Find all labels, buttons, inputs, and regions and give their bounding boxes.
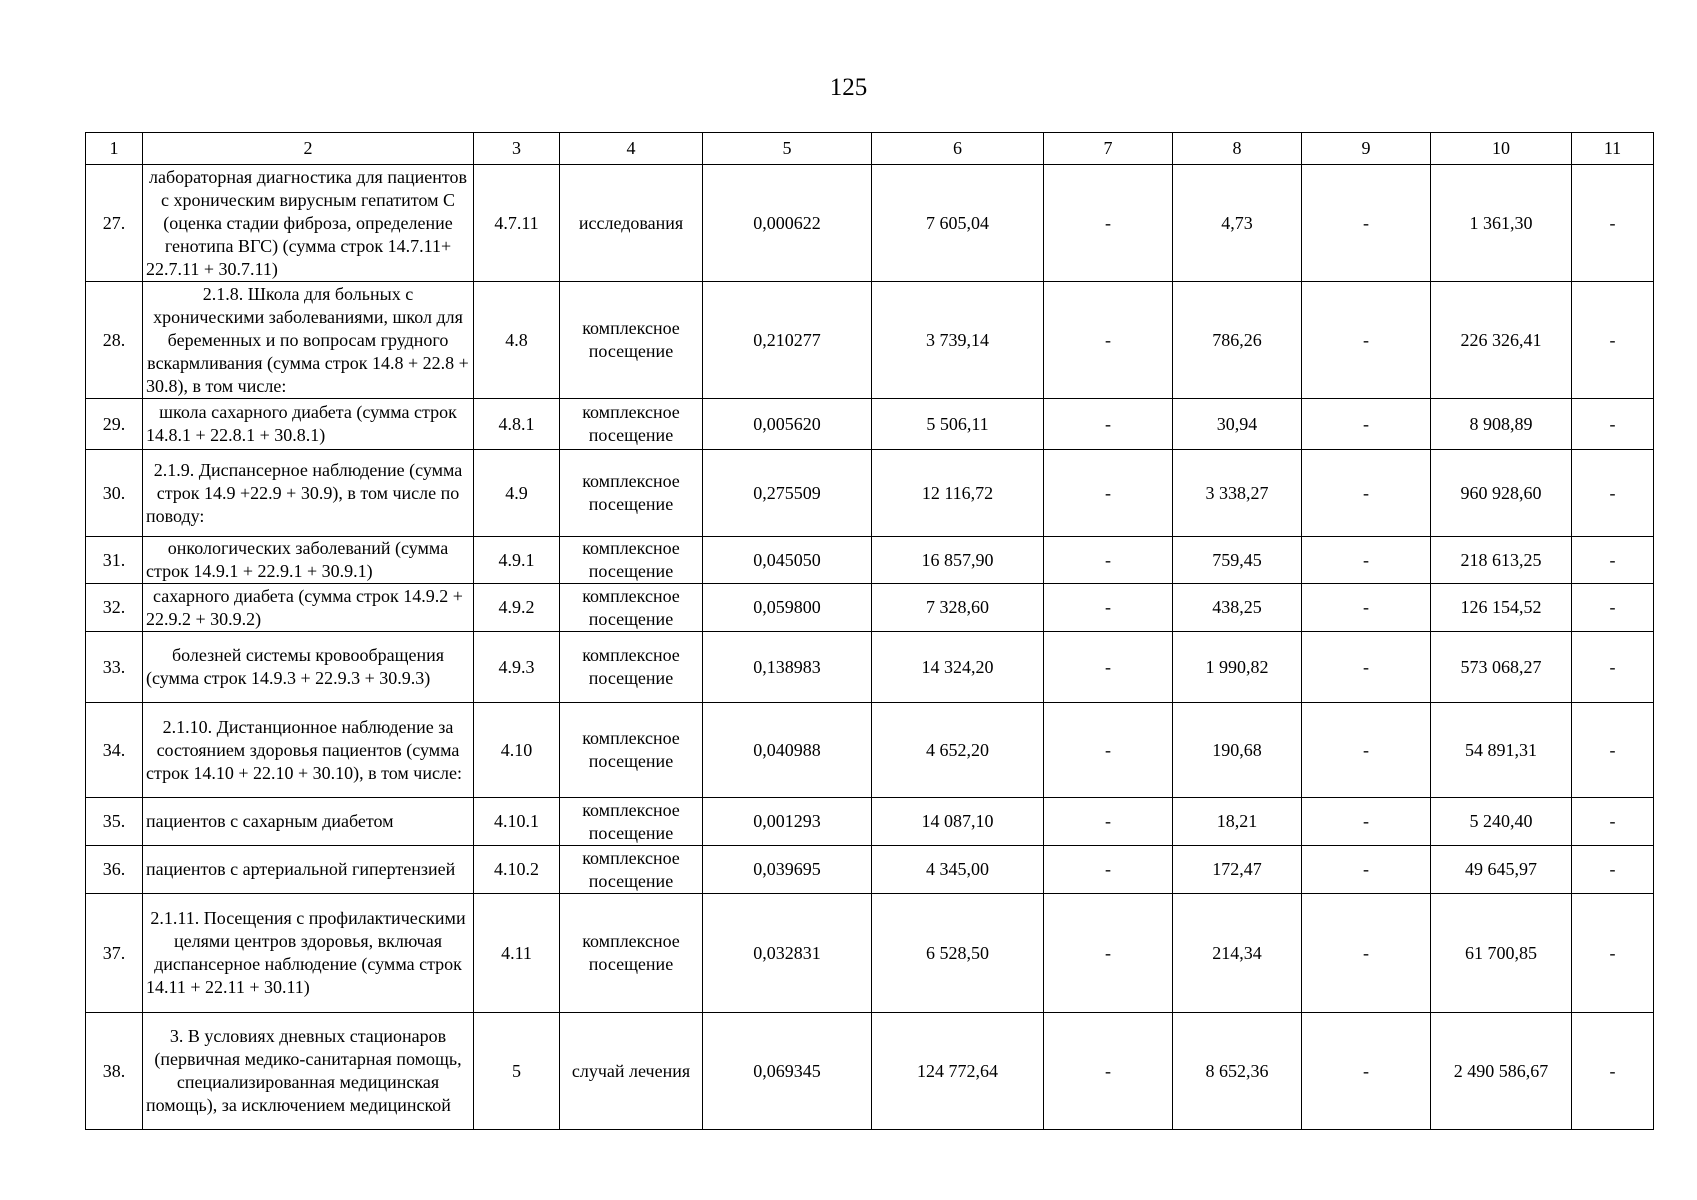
cell-col7: - <box>1044 703 1173 798</box>
column-header: 9 <box>1302 133 1431 165</box>
cell-col10: 573 068,27 <box>1431 632 1572 703</box>
row-description: онкологических заболеваний (сумма строк 14.9.1 + 22.9.1 + 30.9.1) <box>143 537 474 584</box>
cell-col5: 0,275509 <box>703 450 872 537</box>
cell-col11: - <box>1572 399 1654 450</box>
row-number: 27. <box>86 165 143 282</box>
cell-col8: 18,21 <box>1173 798 1302 846</box>
table-row <box>86 703 1654 798</box>
row-unit: случай лечения <box>560 1013 703 1130</box>
row-number: 29. <box>86 399 143 450</box>
column-header: 1 <box>86 133 143 165</box>
cell-col6: 3 739,14 <box>872 282 1044 399</box>
cell-col5: 0,210277 <box>703 282 872 399</box>
cell-col11: - <box>1572 632 1654 703</box>
table-row <box>86 584 1654 632</box>
cell-col11: - <box>1572 846 1654 894</box>
row-number: 35. <box>86 798 143 846</box>
cell-col5: 0,069345 <box>703 1013 872 1130</box>
cell-col11: - <box>1572 165 1654 282</box>
table-row <box>86 846 1654 894</box>
cell-col10: 218 613,25 <box>1431 537 1572 584</box>
row-code: 5 <box>474 1013 560 1130</box>
cell-col10: 61 700,85 <box>1431 894 1572 1013</box>
cell-col11: - <box>1572 894 1654 1013</box>
cell-col5: 0,032831 <box>703 894 872 1013</box>
row-code: 4.9.1 <box>474 537 560 584</box>
row-unit: комплексное посещение <box>560 282 703 399</box>
cell-col6: 5 506,11 <box>872 399 1044 450</box>
cell-col5: 0,005620 <box>703 399 872 450</box>
row-description: пациентов с артериальной гипертензией <box>143 846 474 894</box>
row-unit: комплексное посещение <box>560 798 703 846</box>
cell-col11: - <box>1572 703 1654 798</box>
cell-col7: - <box>1044 165 1173 282</box>
table-row <box>86 894 1654 1013</box>
row-unit: комплексное посещение <box>560 450 703 537</box>
table-row <box>86 165 1654 282</box>
row-number: 38. <box>86 1013 143 1130</box>
cell-col5: 0,001293 <box>703 798 872 846</box>
cell-col8: 8 652,36 <box>1173 1013 1302 1130</box>
cell-col11: - <box>1572 450 1654 537</box>
row-number: 36. <box>86 846 143 894</box>
cell-col5: 0,039695 <box>703 846 872 894</box>
cell-col8: 786,26 <box>1173 282 1302 399</box>
cell-col8: 214,34 <box>1173 894 1302 1013</box>
row-description: школа сахарного диабета (сумма строк 14.8.1 + 22.8.1 + 30.8.1) <box>143 399 474 450</box>
table-row <box>86 282 1654 399</box>
cell-col11: - <box>1572 282 1654 399</box>
cell-col7: - <box>1044 537 1173 584</box>
column-header: 8 <box>1173 133 1302 165</box>
cell-col7: - <box>1044 584 1173 632</box>
cell-col10: 49 645,97 <box>1431 846 1572 894</box>
cell-col6: 16 857,90 <box>872 537 1044 584</box>
row-description: сахарного диабета (сумма строк 14.9.2 + 22.9.2 + 30.9.2) <box>143 584 474 632</box>
cell-col9: - <box>1302 450 1431 537</box>
cell-col5: 0,040988 <box>703 703 872 798</box>
row-unit: комплексное посещение <box>560 703 703 798</box>
cell-col9: - <box>1302 894 1431 1013</box>
cell-col6: 7 328,60 <box>872 584 1044 632</box>
cell-col10: 2 490 586,67 <box>1431 1013 1572 1130</box>
cell-col11: - <box>1572 584 1654 632</box>
cell-col6: 6 528,50 <box>872 894 1044 1013</box>
column-header: 4 <box>560 133 703 165</box>
table-row <box>86 798 1654 846</box>
cell-col9: - <box>1302 846 1431 894</box>
cell-col7: - <box>1044 399 1173 450</box>
cell-col9: - <box>1302 632 1431 703</box>
row-unit: комплексное посещение <box>560 584 703 632</box>
row-code: 4.10.2 <box>474 846 560 894</box>
cell-col6: 4 345,00 <box>872 846 1044 894</box>
cell-col5: 0,045050 <box>703 537 872 584</box>
row-description: 2.1.11. Посещения с профилактическими целями центров здоровья, включая диспансерное наблюдение (сумма строк 14.11 + 22.11 + 30.11) <box>143 894 474 1013</box>
cell-col11: - <box>1572 798 1654 846</box>
cell-col9: - <box>1302 798 1431 846</box>
row-code: 4.10.1 <box>474 798 560 846</box>
cell-col9: - <box>1302 537 1431 584</box>
row-number: 28. <box>86 282 143 399</box>
cell-col7: - <box>1044 450 1173 537</box>
table-row <box>86 399 1654 450</box>
table-row <box>86 632 1654 703</box>
cell-col7: - <box>1044 282 1173 399</box>
row-code: 4.8.1 <box>474 399 560 450</box>
table-row <box>86 537 1654 584</box>
row-description: 3. В условиях дневных стационаров (первичная медико-санитарная помощь, специализированная медицинская помощь), за исключением медицинской <box>143 1013 474 1130</box>
cell-col6: 14 324,20 <box>872 632 1044 703</box>
cell-col10: 960 928,60 <box>1431 450 1572 537</box>
cell-col6: 124 772,64 <box>872 1013 1044 1130</box>
row-code: 4.10 <box>474 703 560 798</box>
row-code: 4.8 <box>474 282 560 399</box>
column-header: 7 <box>1044 133 1173 165</box>
column-header: 3 <box>474 133 560 165</box>
row-description: 2.1.10. Дистанционное наблюдение за состоянием здоровья пациентов (сумма строк 14.10 + 22.10 + 30.10), в том числе: <box>143 703 474 798</box>
cell-col10: 1 361,30 <box>1431 165 1572 282</box>
row-unit: комплексное посещение <box>560 894 703 1013</box>
row-code: 4.9.2 <box>474 584 560 632</box>
row-description: 2.1.9. Диспансерное наблюдение (сумма строк 14.9 +22.9 + 30.9), в том числе по поводу: <box>143 450 474 537</box>
cell-col10: 8 908,89 <box>1431 399 1572 450</box>
row-unit: комплексное посещение <box>560 537 703 584</box>
cell-col9: - <box>1302 1013 1431 1130</box>
row-number: 31. <box>86 537 143 584</box>
cell-col7: - <box>1044 632 1173 703</box>
row-number: 30. <box>86 450 143 537</box>
cell-col6: 4 652,20 <box>872 703 1044 798</box>
cell-col7: - <box>1044 894 1173 1013</box>
row-number: 34. <box>86 703 143 798</box>
table-row <box>86 450 1654 537</box>
cell-col9: - <box>1302 165 1431 282</box>
cell-col6: 7 605,04 <box>872 165 1044 282</box>
row-code: 4.11 <box>474 894 560 1013</box>
cell-col5: 0,138983 <box>703 632 872 703</box>
cell-col5: 0,000622 <box>703 165 872 282</box>
row-number: 32. <box>86 584 143 632</box>
row-description: лабораторная диагностика для пациентов с хроническим вирусным гепатитом С (оценка стадии фиброза, определение генотипа ВГС) (сумма строк 14.7.11+ 22.7.11 + 30.7.11) <box>143 165 474 282</box>
cell-col11: - <box>1572 537 1654 584</box>
row-code: 4.9.3 <box>474 632 560 703</box>
column-header: 11 <box>1572 133 1654 165</box>
cell-col10: 226 326,41 <box>1431 282 1572 399</box>
table-row <box>86 1013 1654 1130</box>
cell-col6: 12 116,72 <box>872 450 1044 537</box>
cell-col9: - <box>1302 282 1431 399</box>
column-header: 6 <box>872 133 1044 165</box>
row-number: 33. <box>86 632 143 703</box>
cell-col7: - <box>1044 1013 1173 1130</box>
cell-col8: 30,94 <box>1173 399 1302 450</box>
cell-col7: - <box>1044 798 1173 846</box>
cell-col11: - <box>1572 1013 1654 1130</box>
cell-col8: 3 338,27 <box>1173 450 1302 537</box>
row-unit: комплексное посещение <box>560 846 703 894</box>
cell-col9: - <box>1302 399 1431 450</box>
row-description: болезней системы кровообращения (сумма строк 14.9.3 + 22.9.3 + 30.9.3) <box>143 632 474 703</box>
header-row <box>86 133 1654 165</box>
cell-col8: 1 990,82 <box>1173 632 1302 703</box>
column-header: 5 <box>703 133 872 165</box>
data-table <box>85 132 1654 1130</box>
cell-col8: 759,45 <box>1173 537 1302 584</box>
cell-col5: 0,059800 <box>703 584 872 632</box>
row-unit: комплексное посещение <box>560 632 703 703</box>
cell-col10: 5 240,40 <box>1431 798 1572 846</box>
cell-col8: 4,73 <box>1173 165 1302 282</box>
row-description: пациентов с сахарным диабетом <box>143 798 474 846</box>
cell-col9: - <box>1302 584 1431 632</box>
row-description: 2.1.8. Школа для больных с хроническими заболеваниями, школ для беременных и по вопросам грудного вскармливания (сумма строк 14.8 + 22.8 + 30.8), в том числе: <box>143 282 474 399</box>
cell-col10: 54 891,31 <box>1431 703 1572 798</box>
page-number: 125 <box>829 74 868 101</box>
cell-col7: - <box>1044 846 1173 894</box>
row-number: 37. <box>86 894 143 1013</box>
cell-col8: 172,47 <box>1173 846 1302 894</box>
row-unit: исследования <box>560 165 703 282</box>
cell-col10: 126 154,52 <box>1431 584 1572 632</box>
row-unit: комплексное посещение <box>560 399 703 450</box>
row-code: 4.7.11 <box>474 165 560 282</box>
cell-col8: 190,68 <box>1173 703 1302 798</box>
cell-col8: 438,25 <box>1173 584 1302 632</box>
cell-col6: 14 087,10 <box>872 798 1044 846</box>
column-header: 2 <box>143 133 474 165</box>
cell-col9: - <box>1302 703 1431 798</box>
row-code: 4.9 <box>474 450 560 537</box>
column-header: 10 <box>1431 133 1572 165</box>
